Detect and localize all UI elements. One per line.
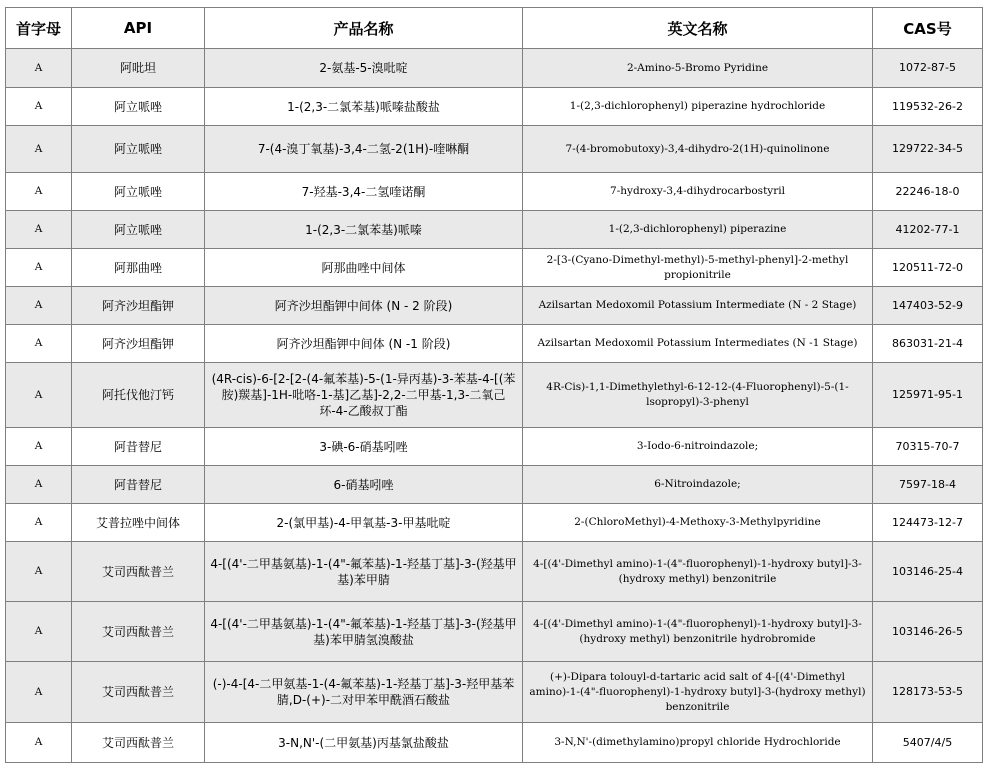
cell-product-name: 7-羟基-3,4-二氢喹诺酮 <box>205 173 523 211</box>
cell-cas: 128173-53-5 <box>873 662 983 723</box>
cell-cas: 147403-52-9 <box>873 287 983 325</box>
cell-api: 阿昔替尼 <box>72 466 205 504</box>
table-row <box>6 602 983 662</box>
cell-initial: A <box>6 542 72 602</box>
cell-api: 艾司西酞普兰 <box>72 542 205 602</box>
cell-api: 阿那曲唑 <box>72 249 205 287</box>
cell-product-name: 1-(2,3-二氯苯基)哌嗪 <box>205 211 523 249</box>
table-row <box>6 49 983 88</box>
cell-product-name: (-)-4-[4-二甲氨基-1-(4-氟苯基)-1-羟基丁基]-3-羟甲基苯腈,D-(+)-二对甲苯甲酰酒石酸盐 <box>205 662 523 723</box>
cell-api: 阿立哌唑 <box>72 211 205 249</box>
cell-cas: 863031-21-4 <box>873 325 983 363</box>
table-row <box>6 126 983 173</box>
table-row <box>6 504 983 542</box>
cell-cas: 125971-95-1 <box>873 363 983 428</box>
cell-initial: A <box>6 49 72 88</box>
cell-product-name: 阿齐沙坦酯钾中间体 (N - 2 阶段) <box>205 287 523 325</box>
cell-initial: A <box>6 249 72 287</box>
cell-api: 阿托伐他汀钙 <box>72 363 205 428</box>
cell-cas: 120511-72-0 <box>873 249 983 287</box>
header-cas: CAS号 <box>873 8 983 49</box>
header-api: API <box>72 8 205 49</box>
cell-product-name: 1-(2,3-二氯苯基)哌嗪盐酸盐 <box>205 88 523 126</box>
cell-english-name: 4-[(4'-Dimethyl amino)-1-(4"-fluorophenyl)-1-hydroxy butyl]-3-(hydroxy methyl) benzonitrile <box>523 542 873 602</box>
cell-english-name: Azilsartan Medoxomil Potassium Intermediates (N -1 Stage) <box>523 325 873 363</box>
cell-api: 艾司西酞普兰 <box>72 602 205 662</box>
table-row <box>6 88 983 126</box>
cell-api: 艾普拉唑中间体 <box>72 504 205 542</box>
cell-product-name: 阿那曲唑中间体 <box>205 249 523 287</box>
cell-initial: A <box>6 325 72 363</box>
table-row <box>6 723 983 763</box>
cell-initial: A <box>6 88 72 126</box>
cell-english-name: 4R-Cis)-1,1-Dimethylethyl-6-12-12-(4-Fluorophenyl)-5-(1-lsopropyl)-3-phenyl <box>523 363 873 428</box>
cell-api: 艾司西酞普兰 <box>72 662 205 723</box>
cell-product-name: 阿齐沙坦酯钾中间体 (N -1 阶段) <box>205 325 523 363</box>
cell-initial: A <box>6 723 72 763</box>
cell-english-name: 3-N,N'-(dimethylamino)propyl chloride Hydrochloride <box>523 723 873 763</box>
table-row <box>6 466 983 504</box>
table-row <box>6 363 983 428</box>
cell-product-name: 7-(4-溴丁氧基)-3,4-二氢-2(1H)-喹啉酮 <box>205 126 523 173</box>
cell-english-name: 2-[3-(Cyano-Dimethyl-methyl)-5-methyl-phenyl]-2-methyl propionitrile <box>523 249 873 287</box>
cell-cas: 70315-70-7 <box>873 428 983 466</box>
cell-initial: A <box>6 363 72 428</box>
cell-initial: A <box>6 466 72 504</box>
cell-initial: A <box>6 662 72 723</box>
header-row <box>6 8 983 49</box>
cell-product-name: 4-[(4'-二甲基氨基)-1-(4"-氟苯基)-1-羟基丁基]-3-(羟基甲基)苯甲腈 <box>205 542 523 602</box>
cell-api: 阿立哌唑 <box>72 173 205 211</box>
table-row <box>6 287 983 325</box>
table-row <box>6 325 983 363</box>
cell-cas: 41202-77-1 <box>873 211 983 249</box>
table-row <box>6 428 983 466</box>
cell-api: 阿立哌唑 <box>72 126 205 173</box>
cell-cas: 1072-87-5 <box>873 49 983 88</box>
cell-english-name: 3-Iodo-6-nitroindazole; <box>523 428 873 466</box>
cell-cas: 7597-18-4 <box>873 466 983 504</box>
cell-api: 阿昔替尼 <box>72 428 205 466</box>
header-product-name: 产品名称 <box>205 8 523 49</box>
table-row <box>6 211 983 249</box>
cell-product-name: (4R-cis)-6-[2-[2-(4-氟苯基)-5-(1-异丙基)-3-苯基-4-[(苯胺)羰基]-1H-吡咯-1-基]乙基]-2,2-二甲基-1,3-二氧己环-4-乙酸叔丁酯 <box>205 363 523 428</box>
cell-english-name: Azilsartan Medoxomil Potassium Intermediate (N - 2 Stage) <box>523 287 873 325</box>
product-table <box>5 7 983 763</box>
cell-initial: A <box>6 211 72 249</box>
cell-api: 阿齐沙坦酯钾 <box>72 325 205 363</box>
cell-api: 阿齐沙坦酯钾 <box>72 287 205 325</box>
table-row <box>6 662 983 723</box>
cell-cas: 103146-25-4 <box>873 542 983 602</box>
cell-english-name: 2-Amino-5-Bromo Pyridine <box>523 49 873 88</box>
cell-product-name: 6-硝基吲唑 <box>205 466 523 504</box>
cell-product-name: 3-N,N'-(二甲氨基)丙基氯盐酸盐 <box>205 723 523 763</box>
cell-english-name: 1-(2,3-dichlorophenyl) piperazine hydrochloride <box>523 88 873 126</box>
table-row <box>6 542 983 602</box>
cell-api: 阿立哌唑 <box>72 88 205 126</box>
header-english-name: 英文名称 <box>523 8 873 49</box>
cell-product-name: 2-氨基-5-溴吡啶 <box>205 49 523 88</box>
cell-api: 阿吡坦 <box>72 49 205 88</box>
cell-cas: 103146-26-5 <box>873 602 983 662</box>
cell-initial: A <box>6 504 72 542</box>
cell-cas: 124473-12-7 <box>873 504 983 542</box>
cell-cas: 119532-26-2 <box>873 88 983 126</box>
cell-product-name: 4-[(4'-二甲基氨基)-1-(4"-氟苯基)-1-羟基丁基]-3-(羟基甲基)苯甲腈氢溴酸盐 <box>205 602 523 662</box>
cell-product-name: 3-碘-6-硝基吲唑 <box>205 428 523 466</box>
cell-english-name: 2-(ChloroMethyl)-4-Methoxy-3-Methylpyridine <box>523 504 873 542</box>
cell-initial: A <box>6 428 72 466</box>
cell-english-name: (+)-Dipara tolouyl-d-tartaric acid salt of 4-[(4'-Dimethyl amino)-1-(4"-fluorophenyl)-1-hydroxy butyl]-3-(hydroxy methyl) benzonitrile <box>523 662 873 723</box>
cell-english-name: 4-[(4'-Dimethyl amino)-1-(4"-fluorophenyl)-1-hydroxy butyl]-3-(hydroxy methyl) benzonitrile hydrobromide <box>523 602 873 662</box>
cell-initial: A <box>6 126 72 173</box>
cell-english-name: 6-Nitroindazole; <box>523 466 873 504</box>
cell-cas: 5407/4/5 <box>873 723 983 763</box>
cell-api: 艾司西酞普兰 <box>72 723 205 763</box>
cell-english-name: 7-hydroxy-3,4-dihydrocarbostyril <box>523 173 873 211</box>
cell-initial: A <box>6 287 72 325</box>
cell-english-name: 7-(4-bromobutoxy)-3,4-dihydro-2(1H)-quinolinone <box>523 126 873 173</box>
cell-cas: 129722-34-5 <box>873 126 983 173</box>
cell-initial: A <box>6 173 72 211</box>
cell-cas: 22246-18-0 <box>873 173 983 211</box>
table-row <box>6 173 983 211</box>
header-initial: 首字母 <box>6 8 72 49</box>
cell-initial: A <box>6 602 72 662</box>
table-row <box>6 249 983 287</box>
cell-english-name: 1-(2,3-dichlorophenyl) piperazine <box>523 211 873 249</box>
cell-product-name: 2-(氯甲基)-4-甲氧基-3-甲基吡啶 <box>205 504 523 542</box>
